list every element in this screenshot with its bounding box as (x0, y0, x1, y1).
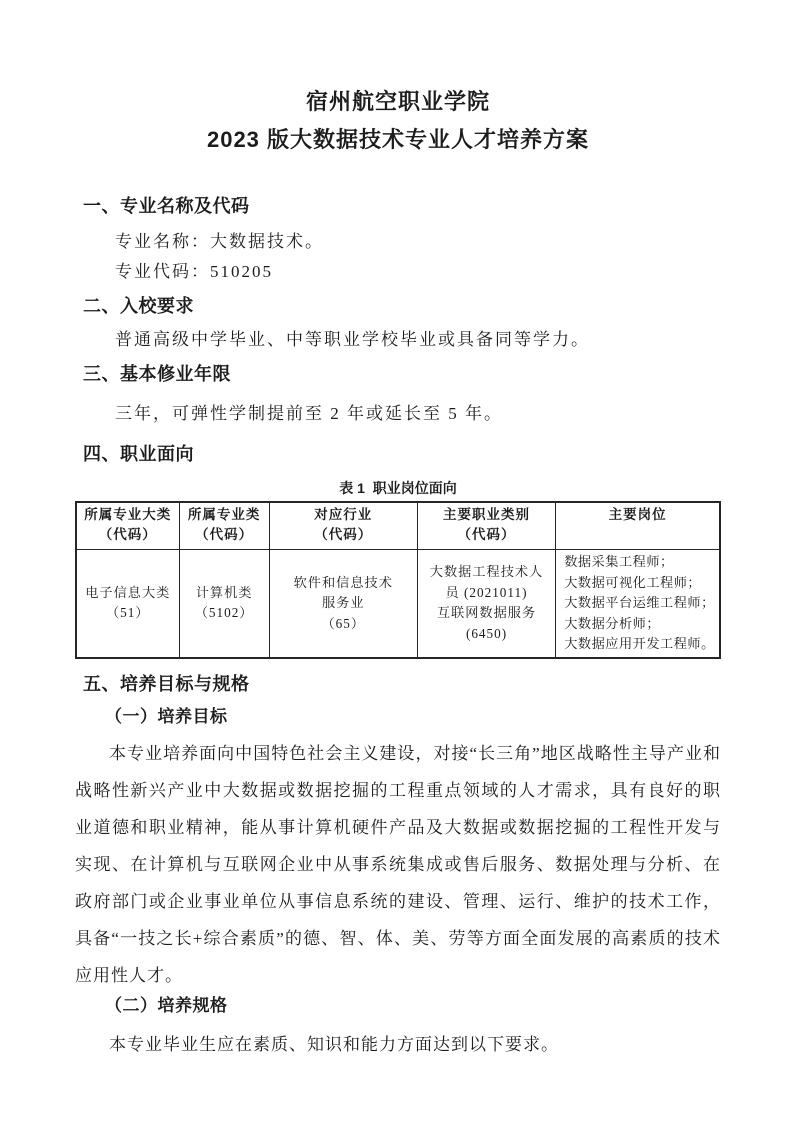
admission-requirement-line: 普通高级中学毕业、中等职业学校毕业或具备同等学力。 (115, 330, 590, 349)
section-heading-5: 五、培养目标与规格 (83, 673, 250, 694)
table-header-main-positions (556, 502, 720, 550)
header-line: 所属专业大类 (84, 507, 172, 522)
training-specification-paragraph: 本专业毕业生应在素质、知识和能力方面达到以下要求。 (109, 1034, 559, 1054)
training-objective-paragraph: 本专业培养面向中国特色社会主义建设，对接“长三角”地区战略性主导产业和战略性新兴产业中大数据或数据挖掘的工程重点领域的人才需求，具有良好的职业道德和职业精神，能从事计算机硬件产品及大数据或数据挖掘的工程性开发与实现、在计算机与互联网企业中从事系统集成或售后服务、数据处理与分析、在政府部门或企业事业单位从事信息系统的建设、管理、运行、维护的技术工作，具备“一技之长+综合素质”的德、智、体、美、劳等方面全面发展的高素质的技术应用性人才。 (75, 743, 721, 985)
table-header-industry (269, 502, 417, 550)
header-line: 主要职业类别 (443, 507, 531, 522)
cell-line: 员 (2021011) (445, 584, 528, 600)
job-orientation-table (75, 501, 721, 659)
cell-line: (6450) (465, 625, 508, 641)
header-line: （代码） (314, 527, 373, 542)
header-line: 所属专业类 (187, 507, 261, 522)
study-duration-line: 三年，可弹性学制提前至 2 年或延长至 5 年。 (115, 404, 503, 423)
cell-line: （5102） (194, 605, 254, 621)
table-row (76, 550, 720, 658)
page-title-line1: 宿州航空职业学院 (305, 89, 490, 114)
cell-line: 软件和信息技术 (293, 574, 393, 590)
cell-occupation-category (417, 550, 555, 658)
cell-line: 大数据应用开发工程师。 (564, 636, 715, 651)
cell-major-category (76, 550, 179, 658)
major-name-line: 专业名称：大数据技术。 (115, 232, 324, 251)
cell-line: 大数据工程技术人 (429, 564, 544, 580)
table-header-row (76, 502, 720, 550)
table-header-major-category (76, 502, 179, 550)
cell-line: 电子信息大类 (85, 584, 171, 600)
cell-line: 大数据分析师； (564, 615, 661, 631)
subsection-heading-objective: （一）培养目标 (105, 706, 228, 726)
cell-line: 服务业 (321, 595, 365, 610)
cell-major-class (179, 550, 269, 658)
header-line: （代码） (457, 527, 516, 542)
subsection-heading-specification: （二）培养规格 (105, 995, 228, 1015)
header-line: （代码） (195, 527, 254, 542)
table-header-occupation-category (417, 502, 555, 550)
cell-line: （65） (321, 615, 366, 631)
section-heading-2: 二、入校要求 (83, 296, 194, 316)
title-block (75, 85, 721, 157)
cell-main-positions (556, 550, 720, 658)
cell-line: 计算机类 (195, 584, 253, 600)
cell-line: 数据采集工程师； (564, 554, 674, 569)
page-title-line2: 2023 版大数据技术专业人才培养方案 (206, 127, 590, 152)
cell-industry (269, 550, 417, 658)
cell-line: （51） (105, 605, 150, 621)
table-header-major-class (179, 502, 269, 550)
header-line: （代码） (98, 527, 157, 542)
section-heading-1: 一、专业名称及代码 (83, 196, 250, 216)
major-code-line: 专业代码：510205 (115, 262, 273, 281)
section-heading-3: 三、基本修业年限 (83, 364, 231, 384)
cell-line: 大数据可视化工程师； (564, 574, 702, 590)
header-line: 主要岗位 (608, 507, 667, 522)
table-caption: 表 1 职业岗位面向 (339, 480, 457, 496)
cell-line: 互联网数据服务 (436, 605, 537, 621)
cell-line: 大数据平台运维工程师； (564, 595, 715, 610)
section-heading-4: 四、职业面向 (83, 444, 194, 464)
header-line: 对应行业 (314, 507, 373, 522)
